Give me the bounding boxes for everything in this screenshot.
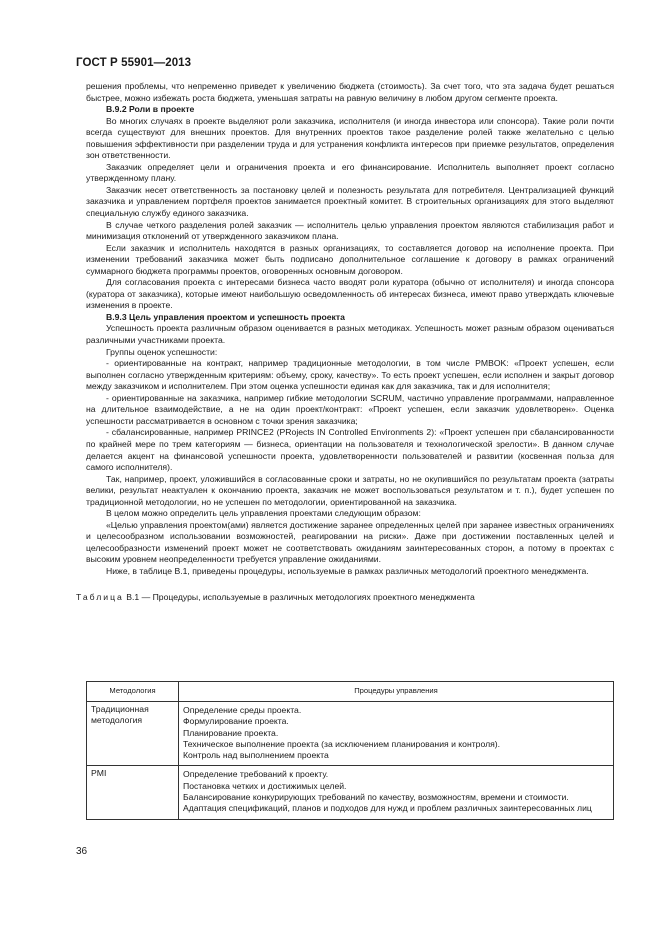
procedures-cell <box>179 702 614 766</box>
page-number: 36 <box>76 846 88 857</box>
paragraph: В случае четкого разделения ролей заказчик — исполнитель целью управления проектом являются стабилизация работ и минимизация отклонений от утвержденного заказчиком плана. <box>86 219 614 242</box>
methodology-cell: PMI <box>87 766 179 819</box>
paragraph: «Целью управления проектом(ами) является достижение заранее определенных целей при заранее известных ограничениях и целесообразном использовании возможностей, реагировании на риски». Даже при достижении поставленных целей и целесообразности изменений проект может не соответствовать ожиданиям заинтересованных сторон, а потому в проектах с высоким уровнем неопределенности требуется управление ожиданиями. <box>86 519 614 565</box>
procedure-item: Контроль над выполнением проекта <box>183 750 329 761</box>
paragraph: Группы оценок успешности: <box>106 346 218 357</box>
procedure-item: Постановка четких и достижимых целей. <box>183 780 347 791</box>
paragraph: решения проблемы, что непременно приведет к увеличению бюджета (стоимость). За счет того, что эта задача будет решаться быстрее, можно избежать роста бюджета, уменьшая затраты на равную величину в любом другом сегменте проекта. <box>86 81 614 103</box>
paragraph: Заказчик определяет цели и ограничения проекта и его финансирование. Исполнитель выполняет проект согласно утвержденному плану. <box>86 161 614 184</box>
procedure-item: Определение требований к проекту. <box>183 769 329 780</box>
procedure-item: Определение среды проекта. <box>183 705 302 715</box>
list-item: - ориентированные на контракт, например традиционные методологии, в том числе PMBOK: «Проект успешен, если выполнен согласно утвержденным критериям: объему, сроку, качеству». То есть проект успешен, если исполнен и закрыт договор между заказчиком и исполнителем. При этом оценка успешности единая как для заказчика, так и для исполнителя; <box>86 358 614 392</box>
paragraph: Заказчик несет ответственность за постановку целей и полезность результата для потребителя. Централизацией функций заказчика и управлением портфеля проектов занимается проектный комитет. В строительных организациях для этого выделяют специальную службу единого заказчика. <box>86 184 614 219</box>
table-caption <box>76 592 626 604</box>
table-caption-text: В.1 — Процедуры, используемые в различных методологиях проектного менеджмента <box>123 591 475 602</box>
procedure-item: Техническое выполнение проекта (за исключением планирования и контроля). <box>183 738 501 749</box>
list-item: - сбалансированные, например PRINCE2 (PRojects IN Controlled Environments 2): «Проект успешен при сбалансированности по крайней мере по трем категориям — бизнеса, ориентации на пользователя и технологической зрелости». В данном случае делается акцент на финансовой успешности проекта, удовлетворенности пользователей и развитии (косвенная польза для самого исполнителя). <box>86 427 614 473</box>
standard-header: ГОСТ Р 55901—2013 <box>76 57 192 69</box>
column-header-procedures: Процедуры управления <box>179 682 614 702</box>
procedure-item: Адаптация спецификаций, планов и подходов для нужд и проблем различных заинтересованных лиц <box>183 803 592 814</box>
list-item: - ориентированные на заказчика, например гибкие методологии SCRUM, частично управление программами, направленное на длительное взаимодействие, а не на один проект/контракт: «Проект успешен, если заказчик удовлетворен». Оценка успешности рассматривается в основном с точки зрения заказчика; <box>86 392 614 426</box>
paragraph: Так, например, проект, уложившийся в согласованные сроки и затраты, но не окупившийся по результатам проекта (затраты велики, результат неактуален к окончанию проекта, заказчик не может воспользоваться результатом и т. п.), будет успешен по традиционной методологии, но не успешен по методологии, ориентированной на заказчика. <box>86 473 614 507</box>
table-caption-prefix: Таблица <box>76 591 124 602</box>
paragraph: Для согласования проекта с интересами бизнеса часто вводят роли куратора (обычно от исполнителя) и иногда спонсора (куратора от заказчика), которые имеют наибольшую осведомленность об интересах бизнеса, имеют право утверждать ключевые изменения в проекте. <box>86 277 614 311</box>
procedure-item: Планирование проекта. <box>183 727 279 738</box>
procedure-item: Формулирование проекта. <box>183 716 289 727</box>
table-header-row <box>87 682 614 702</box>
paragraph: Ниже, в таблице В.1, приведены процедуры, используемые в рамках различных методологий проектного менеджмента. <box>106 565 589 576</box>
section-heading-roles: В.9.2 Роли в проекте <box>106 104 195 115</box>
procedures-cell <box>179 766 614 819</box>
paragraph: Если заказчик и исполнитель находятся в разных организациях, то составляется договор на исполнение проекта. При изменении требований заказчика может быть подписано дополнительное соглашение к договору в рамках ограничений суммарного бюджета программы проектов, оговоренных основным договором. <box>86 242 614 276</box>
paragraph: Успешность проекта различным образом оценивается в разных методиках. Успешность может разным образом оцениваться различными участниками проекта. <box>86 323 614 346</box>
table-row <box>87 766 614 819</box>
body-text <box>76 81 614 603</box>
paragraph: В целом можно определить цель управления проектами следующим образом: <box>106 508 421 519</box>
procedures-table <box>86 681 614 820</box>
methodology-cell: Традиционная методология <box>87 702 179 766</box>
procedure-item: Балансирование конкурирующих требований по качеству, возможностям, времени и стоимости. <box>183 792 569 803</box>
section-heading-goal: В.9.3 Цель управления проектом и успешность проекта <box>106 311 345 322</box>
column-header-methodology: Методология <box>87 682 179 702</box>
table-row <box>87 702 614 766</box>
paragraph: Во многих случаях в проекте выделяют роли заказчика, исполнителя (и иногда инвестора или спонсора). Такие роли почти всегда существуют для внешних проектов. Для внутренних проектов такое разделение ролей также желательно с целью повышения эффективности при разделении труда и для устранения конфликта интересов при приемке результатов, определения зон ответственности. <box>86 115 614 161</box>
